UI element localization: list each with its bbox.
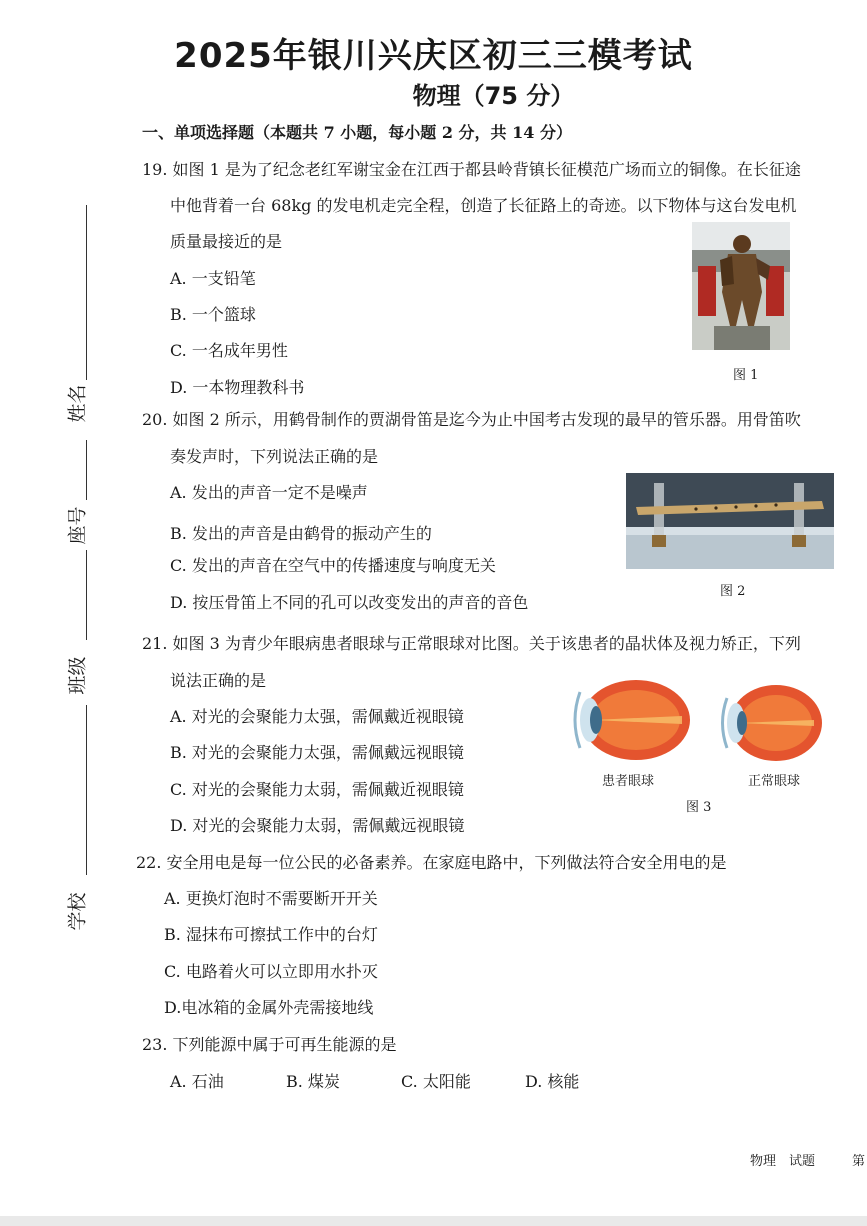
option-a[interactable]: A. 更换灯泡时不需要断开开关: [164, 889, 378, 908]
option-b[interactable]: B. 发出的声音是由鹤骨的振动产生的: [170, 524, 432, 543]
option-d[interactable]: D. 对光的会聚能力太弱，需佩戴远视眼镜: [170, 816, 465, 835]
option-c[interactable]: C. 对光的会聚能力太弱，需佩戴近视眼镜: [170, 780, 464, 799]
option-c[interactable]: C. 发出的声音在空气中的传播速度与响度无关: [170, 556, 496, 575]
option-a[interactable]: A. 发出的声音一定不是噪声: [170, 483, 368, 502]
question-text: 23. 下列能源中属于可再生能源的是: [142, 1035, 397, 1054]
seat-label: 座号: [66, 506, 89, 545]
option-d[interactable]: D. 核能: [525, 1072, 580, 1091]
margin-line: [86, 705, 87, 875]
section-heading: 一、单项选择题（本题共 7 小题，每小题 2 分，共 14 分）: [142, 123, 572, 142]
class-label: 班级: [66, 656, 89, 695]
question-text: 说法正确的是: [170, 671, 267, 690]
question-text: 21. 如图 3 为青少年眼病患者眼球与正常眼球对比图。关于该患者的晶状体及视力矫正，下列: [142, 634, 801, 653]
question-text: 质量最接近的是: [170, 232, 283, 251]
page-bottom-edge: [0, 1216, 867, 1226]
option-b[interactable]: B. 一个篮球: [170, 305, 256, 324]
option-b[interactable]: B. 煤炭: [286, 1072, 340, 1091]
option-b[interactable]: B. 对光的会聚能力太强，需佩戴远视眼镜: [170, 743, 464, 762]
option-a[interactable]: A. 对光的会聚能力太强，需佩戴近视眼镜: [170, 707, 464, 726]
option-c[interactable]: C. 一名成年男性: [170, 341, 288, 360]
question-text: 中他背着一台 68kg 的发电机走完全程，创造了长征路上的奇迹。以下物体与这台发电机: [170, 196, 797, 215]
subject-subtitle: 物理（75 分）: [412, 82, 575, 110]
figure-2-caption: 图 2: [720, 584, 746, 599]
patient-eye-label: 患者眼球: [602, 774, 655, 789]
option-d[interactable]: D. 按压骨笛上不同的孔可以改变发出的声音的音色: [170, 593, 529, 612]
school-label: 学校: [66, 892, 89, 931]
name-label: 姓名: [66, 384, 89, 423]
option-c[interactable]: C. 电路着火可以立即用水扑灭: [164, 962, 378, 981]
margin-line: [86, 205, 87, 380]
margin-line: [86, 550, 87, 640]
figure-3-caption: 图 3: [686, 800, 712, 815]
question-text: 20. 如图 2 所示，用鹤骨制作的贾湖骨笛是迄今为止中国考古发现的最早的管乐器。用骨笛吹: [142, 410, 801, 429]
option-d[interactable]: D.电冰箱的金属外壳需接地线: [164, 998, 374, 1017]
figure-1-statue-photo: [692, 222, 790, 350]
figure-2-bone-flute-photo: [626, 473, 834, 569]
question-text: 19. 如图 1 是为了纪念老红军谢宝金在江西于都县岭背镇长征模范广场而立的铜像。在长征途: [142, 160, 801, 179]
figure-1-caption: 图 1: [733, 368, 759, 383]
footer-subject: 物理 试题: [750, 1154, 816, 1169]
option-d[interactable]: D. 一本物理教科书: [170, 378, 305, 397]
figure-3-normal-eye-diagram: [718, 678, 828, 768]
option-a[interactable]: A. 一支铅笔: [170, 269, 256, 288]
question-text: 奏发声时，下列说法正确的是: [170, 447, 379, 466]
figure-3-patient-eye-diagram: [566, 672, 694, 768]
footer-page-mark: 第: [852, 1154, 866, 1169]
option-b[interactable]: B. 湿抹布可擦拭工作中的台灯: [164, 925, 378, 944]
question-text: 22. 安全用电是每一位公民的必备素养。在家庭电路中，下列做法符合安全用电的是: [136, 853, 727, 872]
normal-eye-label: 正常眼球: [748, 774, 801, 789]
exam-title: 2025年银川兴庆区初三三模考试: [174, 36, 693, 76]
option-a[interactable]: A. 石油: [170, 1072, 224, 1091]
margin-line: [86, 440, 87, 500]
option-c[interactable]: C. 太阳能: [401, 1072, 471, 1091]
